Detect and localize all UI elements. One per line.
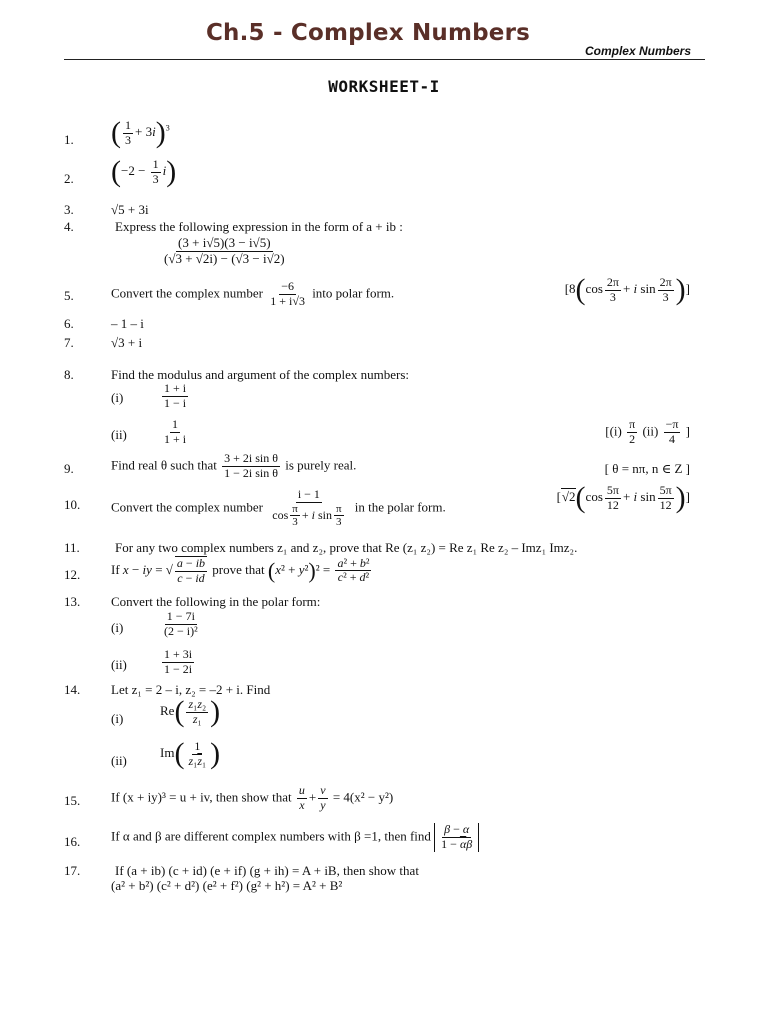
q4-fraction [160,236,289,267]
q9-frac-n: 3 + 2i sin θ [224,451,278,465]
q11-number: 11. [64,540,80,555]
worksheet-heading: WORKSHEET-I [328,77,440,96]
q13-number: 13. [64,594,81,609]
q15-number: 15. [64,793,81,808]
q5-text-a: Convert the complex number [111,285,263,301]
q14-number: 14. [64,682,81,697]
q12-text-a: If [111,561,120,577]
q10-answer: [√2(cos $\frac{5\pi}{12}$ + i sin $\frac{5\pi}{12}$ )] [556,481,690,514]
q10-text-b: in the polar form. [354,499,446,515]
q14-ii-expr: Im( $\frac{1}{z_1\overline{z}_1}$ ) [160,737,221,770]
q13-i-label: (i) [111,620,124,635]
q16-text: If α and β are different complex numbers with β =1, then find [111,828,431,844]
running-head: Complex Numbers [584,44,691,58]
q13-text: Convert the following in the polar form: [111,594,321,609]
q14-ii-label: (ii) [111,753,127,768]
q15-text-b: = 4(x² − y²) [332,789,394,805]
header-rule [64,59,705,60]
q14-text: Let z₁ = 2 – i, z₂ = –2 + i. Find [111,682,271,697]
q17-number: 17. [64,863,81,878]
q1-expression: ( $\frac{1}{3}$ + 3i)$^3$ [111,116,170,149]
q16-number: 16. [64,834,81,849]
q5-frac-n: −6 [281,279,294,293]
q5-text-b: into polar form. [312,285,395,301]
q12-line: If x − iy = √ $\frac{a - ib}{c - id}$ prove that (x² + y²)² = $\frac{\text{a² + b²}}{\text{c² + d²}}$ [111,555,370,585]
q3-number: 3. [64,202,74,217]
q5-answer: [8(cos $\frac{2\pi}{3}$ + i sin $\frac{2\pi}{3}$ )] [564,273,690,306]
q9-frac-d: 1 − 2i sin θ [224,465,278,480]
q12-text-b: prove that [212,561,265,577]
q4-numerator: (3 + i√5)(3 − i√5) [178,235,271,250]
q14-i-label: (i) [111,711,124,726]
q10-text-a: Convert the complex number [111,499,263,515]
q8-i-label: (i) [111,390,124,405]
q3-expression: √5 + 3i [111,202,149,217]
q9-text-b: is purely real. [285,457,357,473]
q10-frac-n: i − 1 [297,487,320,501]
q12-number: 12. [64,567,81,582]
q8-number: 8. [64,367,74,382]
q4-denominator: (√3 + √2i) − (√3 − i√2) [164,250,285,266]
q13-ii-frac: $\frac{1 + 3i}{1 - 2i}$ [164,647,193,676]
q6-number: 6. [64,316,74,331]
q15-line: If (x + iy)³ = u + iv, then show that $\frac{u}{x}$ + $\frac{v}{y}$ = 4(x² − y²) [111,783,394,812]
q5-number: 5. [64,288,74,303]
q10-frac-d: cos $\frac{\pi}{3}$ + i sin $\frac{\pi}{3}$ [272,502,342,529]
q13-ii-label: (ii) [111,657,127,672]
q2-expression: (−2 − $\frac{1}{3}$ i) [111,155,177,188]
q8-text: Find the modulus and argument of the complex numbers: [111,367,409,382]
q8-answer: [(i) $\frac{\pi}{2}$ (ii) $\frac{-\pi}{4}$ ] [605,417,690,446]
q5-frac-d: 1 + i√3 [270,293,305,308]
q7-number: 7. [64,335,74,350]
q9-answer: [ θ = nπ, n ∈ Z ] [604,461,690,476]
q11-text: For any two complex numbers z₁ and z₂, prove that Re (z₁ z₂) = Re z₁ Re z₂ – Imz₁ Imz₂. [115,540,578,555]
q10-line [111,488,446,529]
q13-i-frac: $\frac{1 - 7i}{\text{(2 − i)²}}$ [164,609,198,638]
q14-i-expr: Re( $\frac{\text{z₁z₂}}{\text{z₁}}$ ) [160,695,221,728]
q8-ii-label: (ii) [111,427,127,442]
q15-text-a: If (x + iy)³ = u + iv, then show that [111,789,292,805]
q6-expression: – 1 – i [111,316,144,331]
q5-line [111,280,394,309]
q17-text-b: (a² + b²) (c² + d²) (e² + f²) (g² + h²) = A² + B² [111,878,343,893]
q9-line [111,452,356,481]
q17-text-a: If (a + ib) (c + id) (e + if) (g + ih) = A + iB, then show that [115,863,419,878]
q2-number: 2. [64,171,74,186]
q10-number: 10. [64,497,81,512]
q4-text: Express the following expression in the form of a + ib : [115,219,403,234]
q8-ii-frac: $\frac{1}{1 + i}$ [164,417,187,446]
q16-line: If α and β are different complex numbers with β =1, then find $\frac{\beta - \alpha}{1 - \overline{\alpha}\beta}$ [111,823,479,852]
q1-number: 1. [64,132,74,147]
page-title: Ch.5 - Complex Numbers [205,20,531,46]
q9-text-a: Find real θ such that [111,457,217,473]
q4-number: 4. [64,219,74,234]
q8-i-frac: $\frac{1 + i}{1 - i}$ [164,381,187,410]
q7-expression: √3 + i [111,335,143,350]
q9-number: 9. [64,461,74,476]
